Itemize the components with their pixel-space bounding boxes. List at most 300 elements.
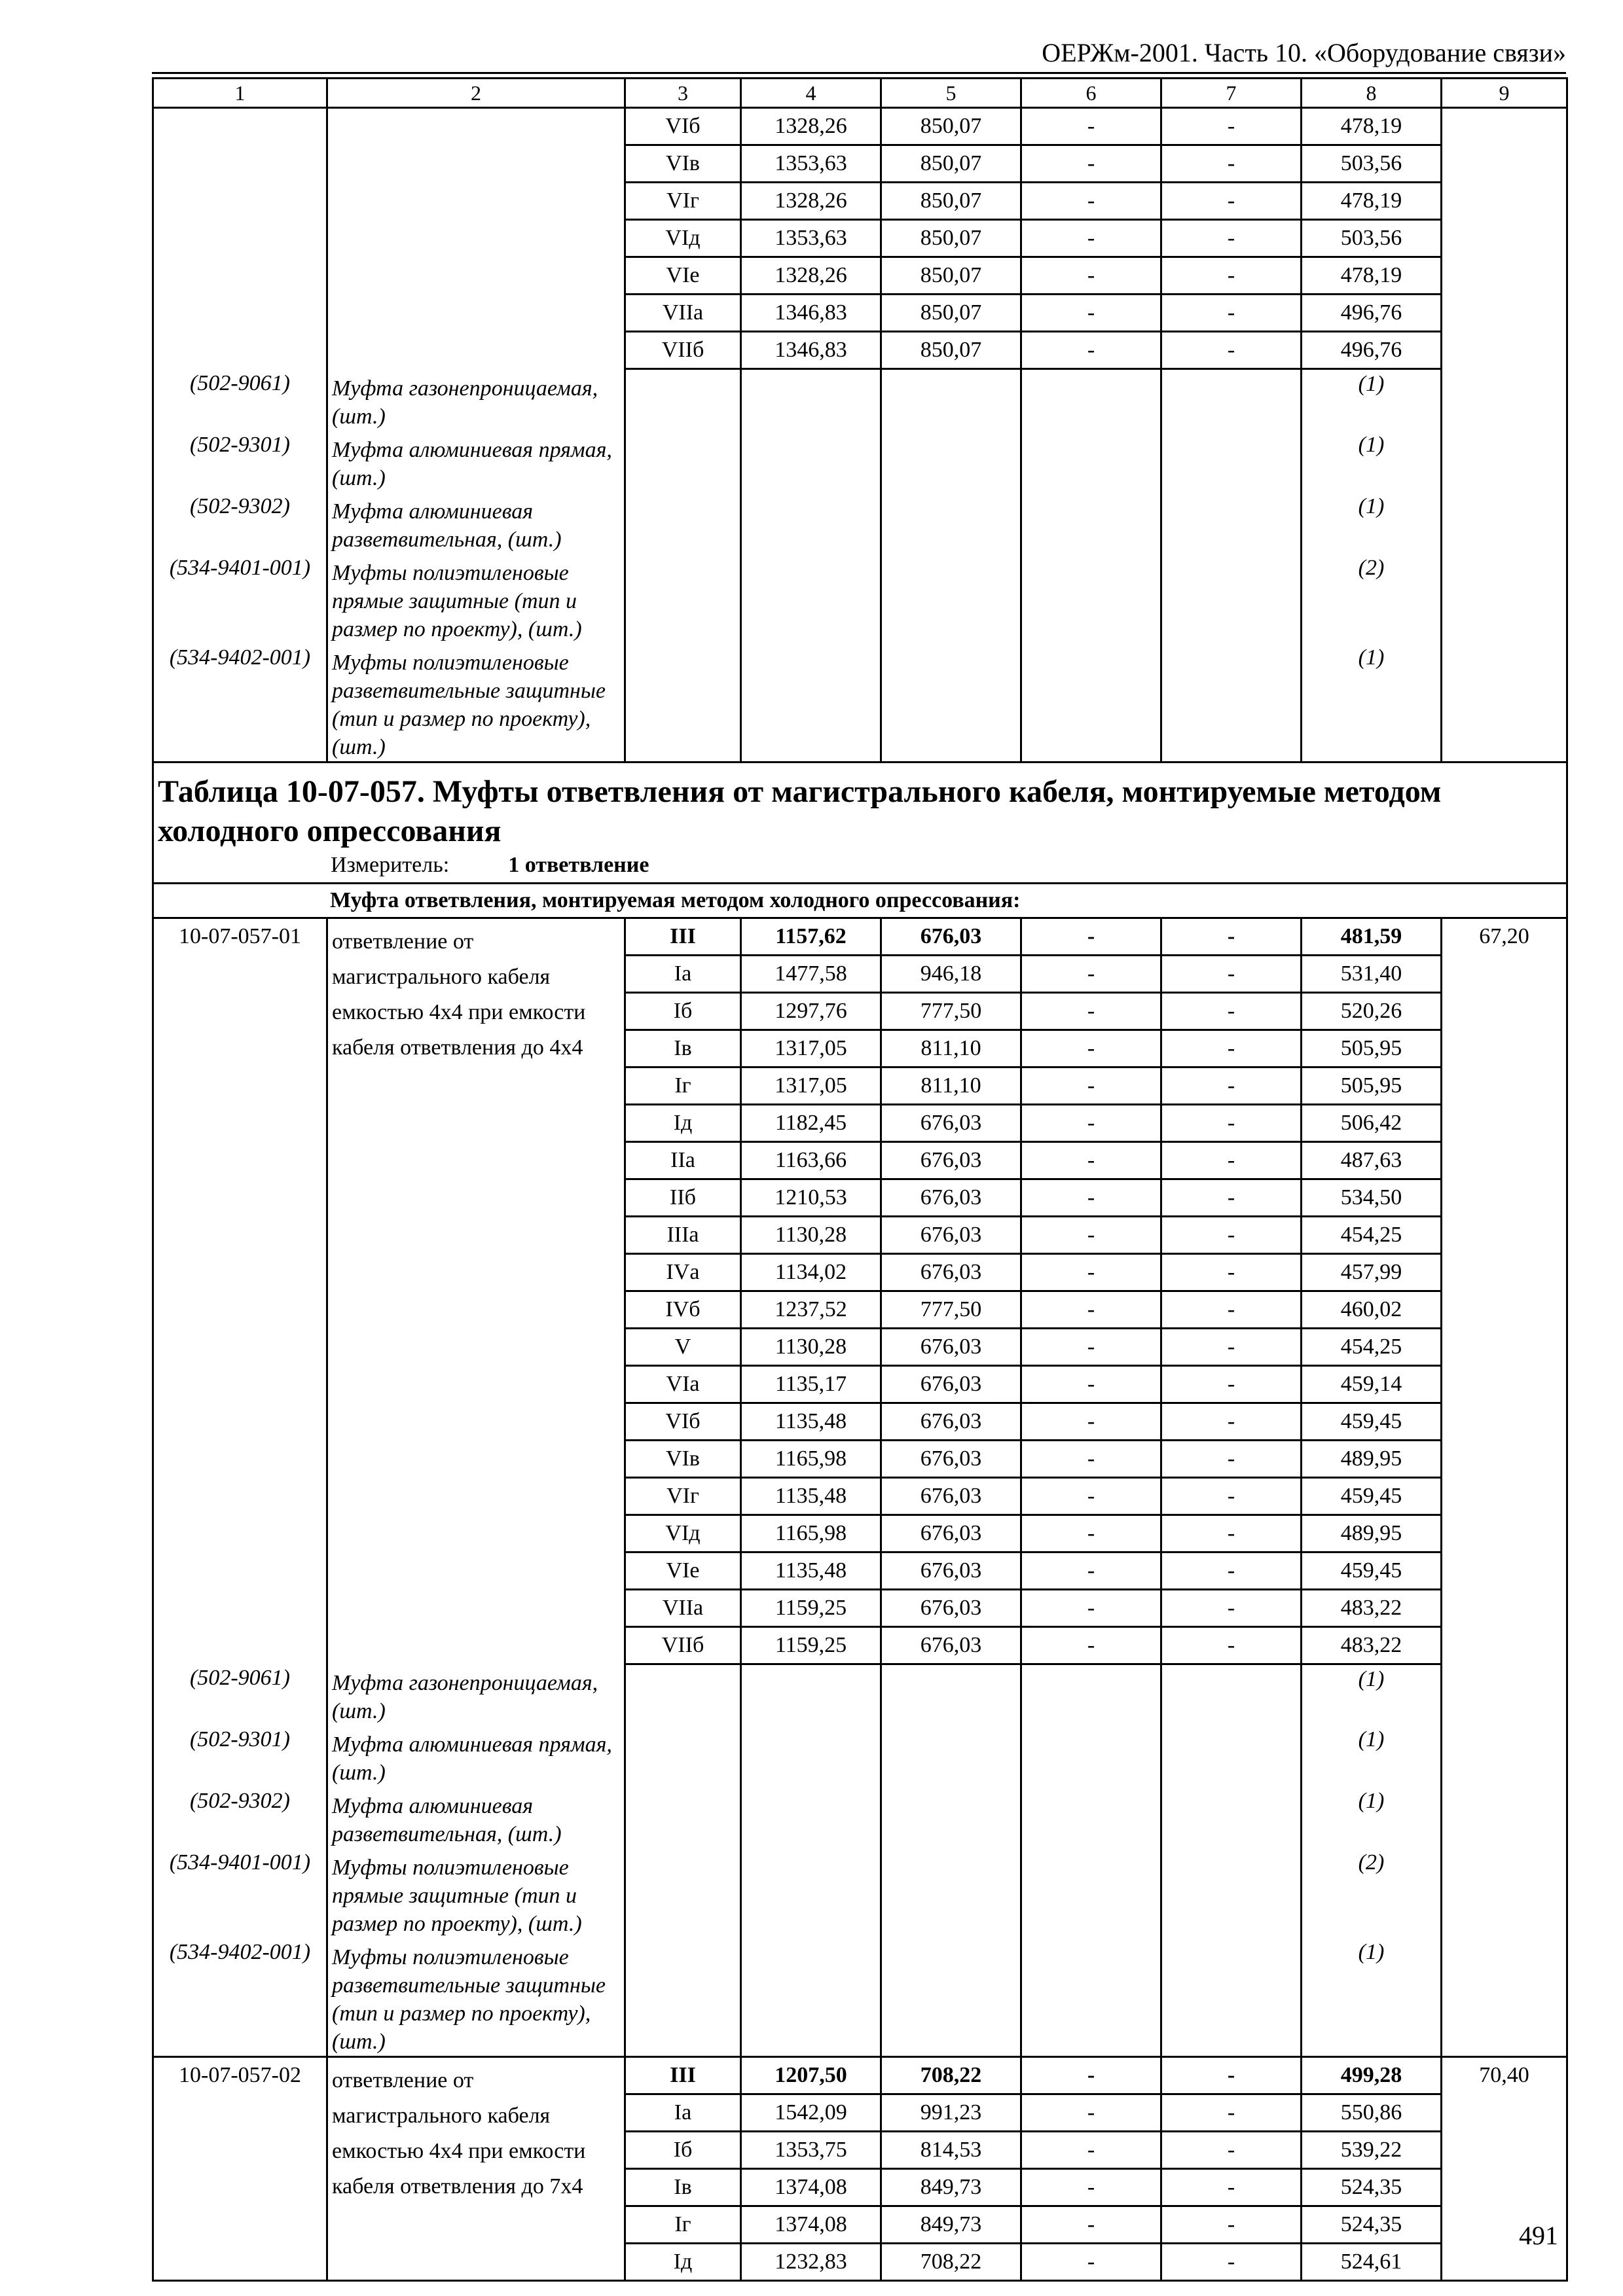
value-cell: - xyxy=(1161,2132,1302,2169)
resource-row xyxy=(153,1938,1567,2057)
empty-cell xyxy=(625,554,741,643)
empty-cell xyxy=(1021,1664,1161,1725)
empty-cell xyxy=(881,1725,1021,1787)
value-cell: 1182,45 xyxy=(741,1104,881,1141)
value-cell: 708,22 xyxy=(881,2057,1021,2094)
zone-code: VIб xyxy=(625,108,741,145)
empty-cell xyxy=(327,257,625,295)
empty-cell xyxy=(153,220,327,257)
value-cell: 1237,52 xyxy=(741,1291,881,1328)
zone-code: VIе xyxy=(625,257,741,295)
resource-code: (502-9061) xyxy=(153,369,327,431)
resource-code: (534-9401-001) xyxy=(153,1848,327,1938)
empty-cell xyxy=(327,332,625,369)
empty-cell xyxy=(1161,1938,1302,2057)
empty-cell xyxy=(741,643,881,762)
empty-cell xyxy=(1442,1787,1567,1848)
value-cell: 454,25 xyxy=(1302,1328,1442,1365)
value-cell: - xyxy=(1161,1141,1302,1179)
empty-cell xyxy=(1161,1848,1302,1938)
resource-qty: (1) xyxy=(1302,1787,1442,1848)
value-cell: - xyxy=(1161,1515,1302,1552)
empty-cell xyxy=(625,431,741,492)
value-cell: 850,07 xyxy=(881,257,1021,295)
resource-qty: (1) xyxy=(1302,369,1442,431)
value-cell: - xyxy=(1021,1365,1161,1403)
value-cell: 1317,05 xyxy=(741,1030,881,1067)
value-cell: - xyxy=(1021,1179,1161,1216)
value-cell: 777,50 xyxy=(881,992,1021,1030)
value-cell: 1374,08 xyxy=(741,2169,881,2206)
value-cell: 1135,48 xyxy=(741,1403,881,1440)
value-cell: - xyxy=(1021,1291,1161,1328)
value-cell: - xyxy=(1021,2169,1161,2206)
empty-cell xyxy=(1442,145,1567,183)
value-cell: 1134,02 xyxy=(741,1253,881,1291)
value-cell: 676,03 xyxy=(881,1477,1021,1515)
value-cell: 676,03 xyxy=(881,1216,1021,1253)
value-cell: - xyxy=(1161,992,1302,1030)
rate-description: ответвление от магистрального кабеля емкостью 4х4 при емкости кабеля ответвления до 4х4 xyxy=(327,918,625,1664)
value-cell: 1328,26 xyxy=(741,257,881,295)
column-number: 3 xyxy=(625,79,741,108)
value-cell: - xyxy=(1161,108,1302,145)
zone-code: V xyxy=(625,1328,741,1365)
value-cell: 1165,98 xyxy=(741,1440,881,1477)
empty-cell xyxy=(1442,108,1567,145)
value-cell: 483,22 xyxy=(1302,1626,1442,1664)
value-cell: 1328,26 xyxy=(741,183,881,220)
zone-code: VIв xyxy=(625,1440,741,1477)
table-title xyxy=(153,762,1567,883)
value-cell: 1135,48 xyxy=(741,1552,881,1589)
value-cell: 503,56 xyxy=(1302,145,1442,183)
zone-code: VIIа xyxy=(625,1589,741,1626)
value-cell: 811,10 xyxy=(881,1030,1021,1067)
value-cell: - xyxy=(1161,1030,1302,1067)
empty-cell xyxy=(1442,554,1567,643)
empty-cell xyxy=(327,183,625,220)
value-cell: 1135,48 xyxy=(741,1477,881,1515)
table-row xyxy=(153,108,1567,145)
value-cell: 1477,58 xyxy=(741,955,881,992)
empty-cell xyxy=(1161,1725,1302,1787)
value-cell: 539,22 xyxy=(1302,2132,1442,2169)
zone-code: Iд xyxy=(625,1104,741,1141)
empty-cell xyxy=(1442,1848,1567,1938)
resource-qty: (1) xyxy=(1302,1725,1442,1787)
table-row xyxy=(153,145,1567,183)
zone-code: VIд xyxy=(625,220,741,257)
empty-cell xyxy=(625,1938,741,2057)
zone-code: VIг xyxy=(625,1477,741,1515)
value-cell: - xyxy=(1161,1067,1302,1104)
resource-qty: (1) xyxy=(1302,643,1442,762)
value-cell: 489,95 xyxy=(1302,1440,1442,1477)
value-cell: 849,73 xyxy=(881,2206,1021,2244)
empty-cell xyxy=(153,295,327,332)
empty-cell xyxy=(1161,1664,1302,1725)
value-cell: 1207,50 xyxy=(741,2057,881,2094)
empty-cell xyxy=(1442,369,1567,431)
empty-cell xyxy=(1442,643,1567,762)
resource-code: (502-9301) xyxy=(153,1725,327,1787)
column-number: 9 xyxy=(1442,79,1567,108)
value-cell: 550,86 xyxy=(1302,2094,1442,2132)
value-cell: 454,25 xyxy=(1302,1216,1442,1253)
empty-cell xyxy=(153,332,327,369)
zone-code: Iб xyxy=(625,2132,741,2169)
value-cell: 524,35 xyxy=(1302,2206,1442,2244)
empty-cell xyxy=(153,145,327,183)
table-title-row xyxy=(153,762,1567,883)
empty-cell xyxy=(625,369,741,431)
rate-code: 10-07-057-02 xyxy=(153,2057,327,2281)
value-cell: - xyxy=(1021,2057,1161,2094)
value-cell: 850,07 xyxy=(881,108,1021,145)
value-cell: 1353,63 xyxy=(741,145,881,183)
empty-cell xyxy=(1021,492,1161,554)
zone-code: III xyxy=(625,918,741,955)
empty-cell xyxy=(1442,1725,1567,1787)
value-cell: - xyxy=(1161,1440,1302,1477)
resource-code: (502-9302) xyxy=(153,492,327,554)
value-cell: - xyxy=(1021,2094,1161,2132)
value-cell: 459,14 xyxy=(1302,1365,1442,1403)
value-cell: - xyxy=(1161,2094,1302,2132)
value-cell: 520,26 xyxy=(1302,992,1442,1030)
value-cell: 676,03 xyxy=(881,1515,1021,1552)
value-cell: - xyxy=(1021,2132,1161,2169)
value-cell: - xyxy=(1161,2169,1302,2206)
page-header: ОЕРЖм-2001. Часть 10. «Оборудование связи» xyxy=(152,34,1566,74)
empty-cell xyxy=(881,431,1021,492)
resource-code: (502-9061) xyxy=(153,1664,327,1725)
value-cell: 1135,17 xyxy=(741,1365,881,1403)
value-cell: 676,03 xyxy=(881,918,1021,955)
empty-cell xyxy=(741,431,881,492)
value-cell: - xyxy=(1161,220,1302,257)
value-cell: 991,23 xyxy=(881,2094,1021,2132)
page-number: 491 xyxy=(1519,2221,1558,2250)
value-cell: 478,19 xyxy=(1302,183,1442,220)
unit-line xyxy=(158,851,1562,880)
value-cell: 1328,26 xyxy=(741,108,881,145)
value-cell: - xyxy=(1161,1328,1302,1365)
empty-cell xyxy=(625,1787,741,1848)
value-cell: - xyxy=(1021,1626,1161,1664)
value-cell: 676,03 xyxy=(881,1104,1021,1141)
zone-code: Iд xyxy=(625,2244,741,2281)
resource-name: Муфты полиэтиленовые разветвительные защитные (тип и размер по проекту), (шт.) xyxy=(327,643,625,762)
value-cell: 503,56 xyxy=(1302,220,1442,257)
zone-code: VIIб xyxy=(625,1626,741,1664)
column-number: 5 xyxy=(881,79,1021,108)
resource-name: Муфты полиэтиленовые разветвительные защитные (тип и размер по проекту), (шт.) xyxy=(327,1938,625,2057)
empty-cell xyxy=(1442,295,1567,332)
empty-cell xyxy=(1442,492,1567,554)
resource-name: Муфта алюминиевая разветвительная, (шт.) xyxy=(327,1787,625,1848)
value-cell: 676,03 xyxy=(881,1626,1021,1664)
value-cell: 1374,08 xyxy=(741,2206,881,2244)
value-cell: - xyxy=(1021,2244,1161,2281)
empty-cell xyxy=(1442,332,1567,369)
zone-code: VIIа xyxy=(625,295,741,332)
empty-cell xyxy=(1021,1938,1161,2057)
value-cell: 499,28 xyxy=(1302,2057,1442,2094)
zone-code: Iг xyxy=(625,2206,741,2244)
value-cell: - xyxy=(1021,1216,1161,1253)
resource-qty: (1) xyxy=(1302,1664,1442,1725)
resource-row xyxy=(153,554,1567,643)
resource-row xyxy=(153,1787,1567,1848)
resource-name: Муфта алюминиевая прямая, (шт.) xyxy=(327,1725,625,1787)
value-cell: 481,59 xyxy=(1302,918,1442,955)
value-cell: 676,03 xyxy=(881,1179,1021,1216)
resource-qty: (1) xyxy=(1302,431,1442,492)
resource-qty: (2) xyxy=(1302,1848,1442,1938)
value-cell: 850,07 xyxy=(881,183,1021,220)
value-cell: 1297,76 xyxy=(741,992,881,1030)
rates-table-body xyxy=(153,79,1567,2281)
resource-row xyxy=(153,1725,1567,1787)
column-number: 8 xyxy=(1302,79,1442,108)
value-cell: 811,10 xyxy=(881,1067,1021,1104)
table-title-text: Таблица 10-07-057. Муфты ответвления от магистрального кабеля, монтируемые методом холодного опрессования xyxy=(158,774,1442,848)
zone-code: IIб xyxy=(625,1179,741,1216)
value-cell: - xyxy=(1161,1216,1302,1253)
value-cell: 676,03 xyxy=(881,1365,1021,1403)
unit-value: 1 ответвление xyxy=(508,852,649,877)
empty-cell xyxy=(1442,431,1567,492)
resource-code: (534-9402-001) xyxy=(153,643,327,762)
value-cell: - xyxy=(1161,955,1302,992)
value-cell: - xyxy=(1161,2057,1302,2094)
resource-code: (534-9402-001) xyxy=(153,1938,327,2057)
value-cell: 676,03 xyxy=(881,1440,1021,1477)
table-row xyxy=(153,918,1567,955)
zone-code: Iв xyxy=(625,2169,741,2206)
table-row xyxy=(153,183,1567,220)
section-row xyxy=(153,883,1567,918)
empty-cell xyxy=(327,295,625,332)
value-cell: 1542,09 xyxy=(741,2094,881,2132)
resource-qty: (1) xyxy=(1302,1938,1442,2057)
value-cell: 496,76 xyxy=(1302,332,1442,369)
empty-cell xyxy=(881,369,1021,431)
value-cell: - xyxy=(1021,1515,1161,1552)
resource-name: Муфта газонепроницаемая, (шт.) xyxy=(327,1664,625,1725)
table-row xyxy=(153,257,1567,295)
empty-cell xyxy=(881,492,1021,554)
rates-table xyxy=(152,77,1568,2282)
empty-cell xyxy=(625,643,741,762)
value-cell: 1353,63 xyxy=(741,220,881,257)
value-cell: - xyxy=(1161,145,1302,183)
value-cell: - xyxy=(1021,955,1161,992)
value-cell: 459,45 xyxy=(1302,1552,1442,1589)
resource-row xyxy=(153,643,1567,762)
value-cell: 850,07 xyxy=(881,220,1021,257)
value-cell: - xyxy=(1021,992,1161,1030)
empty-cell xyxy=(1021,1848,1161,1938)
resource-code: (502-9302) xyxy=(153,1787,327,1848)
empty-cell xyxy=(327,220,625,257)
value-cell: 459,45 xyxy=(1302,1403,1442,1440)
value-cell: - xyxy=(1021,1104,1161,1141)
value-cell: 460,02 xyxy=(1302,1291,1442,1328)
value-cell: 676,03 xyxy=(881,1328,1021,1365)
empty-cell xyxy=(1021,643,1161,762)
unit-label: Измеритель: xyxy=(331,852,450,877)
value-cell: - xyxy=(1161,918,1302,955)
value-cell: 1346,83 xyxy=(741,295,881,332)
value-cell: - xyxy=(1161,1291,1302,1328)
value-cell: 676,03 xyxy=(881,1589,1021,1626)
empty-cell xyxy=(1021,369,1161,431)
zone-code: III xyxy=(625,2057,741,2094)
empty-cell xyxy=(153,257,327,295)
table-row xyxy=(153,2057,1567,2094)
labor-value: 67,20 xyxy=(1442,918,1567,1664)
value-cell: - xyxy=(1161,2206,1302,2244)
table-row xyxy=(153,295,1567,332)
value-cell: - xyxy=(1021,332,1161,369)
value-cell: 478,19 xyxy=(1302,257,1442,295)
value-cell: 1157,62 xyxy=(741,918,881,955)
section-heading xyxy=(153,883,1567,918)
empty-cell xyxy=(741,1725,881,1787)
empty-cell xyxy=(881,1848,1021,1938)
labor-value: 70,40 xyxy=(1442,2057,1567,2281)
value-cell: - xyxy=(1021,1141,1161,1179)
value-cell: 1159,25 xyxy=(741,1626,881,1664)
value-cell: 1210,53 xyxy=(741,1179,881,1216)
value-cell: - xyxy=(1021,257,1161,295)
empty-cell xyxy=(741,1664,881,1725)
empty-cell xyxy=(1442,1938,1567,2057)
resource-row xyxy=(153,1664,1567,1725)
resource-row xyxy=(153,492,1567,554)
resource-code: (534-9401-001) xyxy=(153,554,327,643)
empty-cell xyxy=(881,643,1021,762)
resource-qty: (1) xyxy=(1302,492,1442,554)
value-cell: - xyxy=(1021,108,1161,145)
value-cell: 489,95 xyxy=(1302,1515,1442,1552)
value-cell: - xyxy=(1161,1589,1302,1626)
value-cell: 676,03 xyxy=(881,1403,1021,1440)
value-cell: - xyxy=(1021,1477,1161,1515)
value-cell: 1346,83 xyxy=(741,332,881,369)
value-cell: - xyxy=(1021,1552,1161,1589)
value-cell: 505,95 xyxy=(1302,1067,1442,1104)
column-number: 2 xyxy=(327,79,625,108)
empty-cell xyxy=(1442,257,1567,295)
value-cell: - xyxy=(1161,2244,1302,2281)
zone-code: Iб xyxy=(625,992,741,1030)
value-cell: 1353,75 xyxy=(741,2132,881,2169)
resource-row xyxy=(153,431,1567,492)
empty-cell xyxy=(881,1938,1021,2057)
value-cell: 1159,25 xyxy=(741,1589,881,1626)
value-cell: 534,50 xyxy=(1302,1179,1442,1216)
value-cell: 849,73 xyxy=(881,2169,1021,2206)
empty-cell xyxy=(741,1848,881,1938)
resource-row xyxy=(153,369,1567,431)
zone-code: VIIб xyxy=(625,332,741,369)
value-cell: - xyxy=(1021,918,1161,955)
empty-cell xyxy=(881,1664,1021,1725)
table-row xyxy=(153,220,1567,257)
value-cell: 524,61 xyxy=(1302,2244,1442,2281)
empty-cell xyxy=(1021,1787,1161,1848)
zone-code: IIа xyxy=(625,1141,741,1179)
resource-row xyxy=(153,1848,1567,1938)
value-cell: - xyxy=(1021,1253,1161,1291)
resource-name: Муфта алюминиевая разветвительная, (шт.) xyxy=(327,492,625,554)
value-cell: 531,40 xyxy=(1302,955,1442,992)
resource-name: Муфта газонепроницаемая, (шт.) xyxy=(327,369,625,431)
value-cell: - xyxy=(1021,2206,1161,2244)
value-cell: 777,50 xyxy=(881,1291,1021,1328)
value-cell: - xyxy=(1021,1440,1161,1477)
value-cell: - xyxy=(1161,1552,1302,1589)
value-cell: - xyxy=(1161,183,1302,220)
table-row xyxy=(153,332,1567,369)
empty-cell xyxy=(1442,220,1567,257)
value-cell: 676,03 xyxy=(881,1141,1021,1179)
empty-cell xyxy=(741,1938,881,2057)
value-cell: - xyxy=(1021,183,1161,220)
zone-code: VIб xyxy=(625,1403,741,1440)
empty-cell xyxy=(153,108,327,145)
value-cell: - xyxy=(1161,1365,1302,1403)
value-cell: - xyxy=(1161,1104,1302,1141)
column-number: 7 xyxy=(1161,79,1302,108)
column-number: 1 xyxy=(153,79,327,108)
empty-cell xyxy=(625,1664,741,1725)
value-cell: - xyxy=(1161,1179,1302,1216)
zone-code: IVа xyxy=(625,1253,741,1291)
zone-code: Iа xyxy=(625,955,741,992)
resource-name: Муфта алюминиевая прямая, (шт.) xyxy=(327,431,625,492)
zone-code: VIг xyxy=(625,183,741,220)
value-cell: 478,19 xyxy=(1302,108,1442,145)
empty-cell xyxy=(1442,1664,1567,1725)
value-cell: - xyxy=(1021,220,1161,257)
column-number: 4 xyxy=(741,79,881,108)
empty-cell xyxy=(741,1787,881,1848)
value-cell: - xyxy=(1021,1589,1161,1626)
value-cell: 496,76 xyxy=(1302,295,1442,332)
zone-code: Iг xyxy=(625,1067,741,1104)
empty-cell xyxy=(625,492,741,554)
value-cell: 946,18 xyxy=(881,955,1021,992)
value-cell: - xyxy=(1161,1626,1302,1664)
empty-cell xyxy=(741,369,881,431)
empty-cell xyxy=(1161,643,1302,762)
value-cell: 1130,28 xyxy=(741,1216,881,1253)
value-cell: - xyxy=(1021,145,1161,183)
rate-description: ответвление от магистрального кабеля емкостью 4х4 при емкости кабеля ответвления до 7х4 xyxy=(327,2057,625,2281)
empty-cell xyxy=(1161,369,1302,431)
value-cell: 457,99 xyxy=(1302,1253,1442,1291)
value-cell: 1232,83 xyxy=(741,2244,881,2281)
resource-name: Муфты полиэтиленовые прямые защитные (тип и размер по проекту), (шт.) xyxy=(327,1848,625,1938)
empty-cell xyxy=(741,492,881,554)
value-cell: 505,95 xyxy=(1302,1030,1442,1067)
value-cell: 1130,28 xyxy=(741,1328,881,1365)
